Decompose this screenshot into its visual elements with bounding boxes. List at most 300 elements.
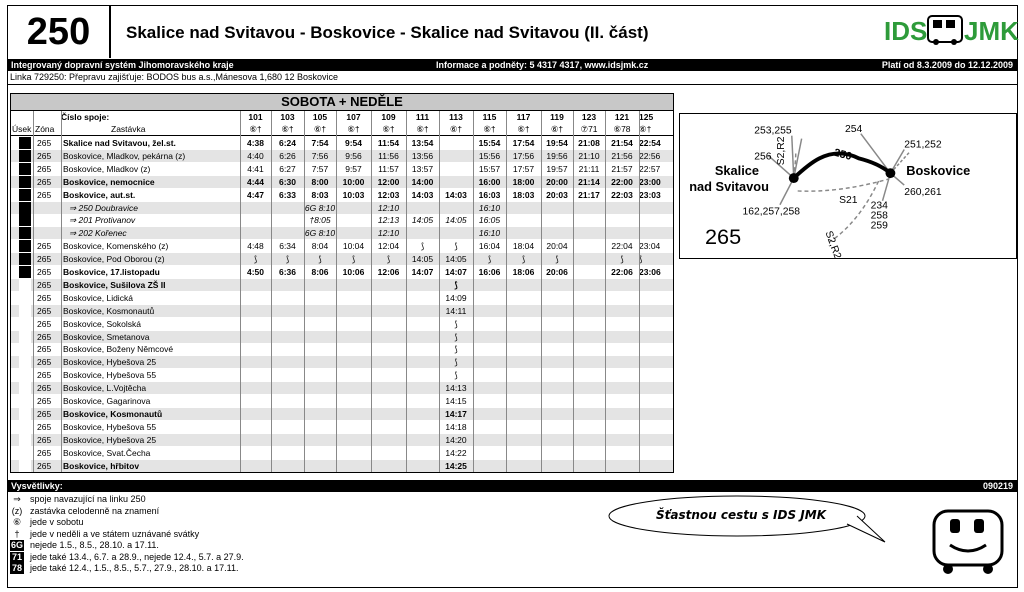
time-cell: 14:05 bbox=[411, 215, 434, 225]
time-cell bbox=[406, 421, 439, 433]
section-marker bbox=[19, 227, 31, 239]
time-cell bbox=[371, 447, 406, 459]
column-divider bbox=[371, 111, 372, 472]
time-cell: 17:57 bbox=[512, 164, 535, 174]
time-cell: 11:56 bbox=[378, 151, 399, 161]
time-cell bbox=[605, 214, 639, 226]
time-cell: ⟆ bbox=[620, 254, 624, 264]
time-cell bbox=[371, 408, 406, 420]
stop-name: Boskovice, Boženy Němcové bbox=[63, 344, 174, 354]
map-place-left: Skalice bbox=[714, 163, 760, 179]
time-cell: 7:54 bbox=[311, 138, 329, 148]
time-cell bbox=[573, 253, 605, 265]
time-cell bbox=[336, 447, 371, 459]
time-cell bbox=[271, 395, 304, 407]
time-cell bbox=[506, 460, 541, 472]
time-cell bbox=[541, 202, 573, 214]
trip-number: 121 bbox=[614, 112, 630, 122]
stop-name: Skalice nad Svitavou, žel.st. bbox=[63, 138, 176, 148]
time-cell: 22:03 bbox=[611, 190, 633, 200]
map-stop-label: S2,R2 bbox=[775, 136, 787, 166]
time-cell: 14:03 bbox=[411, 190, 434, 200]
time-cell bbox=[573, 305, 605, 317]
trip-number: 103 bbox=[280, 112, 295, 122]
legend-item bbox=[10, 529, 199, 540]
time-cell: 12:00 bbox=[377, 177, 400, 187]
time-cell bbox=[473, 292, 506, 304]
map-stop-label: 253,255 bbox=[754, 125, 792, 137]
time-cell bbox=[406, 343, 439, 355]
time-cell bbox=[406, 202, 439, 214]
section-marker bbox=[19, 382, 31, 394]
time-cell bbox=[573, 382, 605, 394]
time-cell: 22:06 bbox=[611, 267, 633, 277]
validity: Platí od 8.3.2009 do 12.12.2009 bbox=[881, 60, 1013, 70]
time-cell bbox=[541, 369, 573, 381]
system-name: Integrovaný dopravní systém Jihomoravského kraje bbox=[11, 60, 234, 70]
time-cell: 7:57 bbox=[311, 164, 329, 174]
stop-name: Boskovice, Smetanova bbox=[63, 332, 150, 342]
time-cell bbox=[304, 331, 336, 343]
time-cell: 16:10 bbox=[478, 228, 501, 238]
time-cell bbox=[271, 318, 304, 330]
column-divider bbox=[473, 111, 474, 472]
time-cell bbox=[605, 421, 639, 433]
time-cell: 16:06 bbox=[478, 267, 501, 277]
time-cell bbox=[605, 227, 639, 239]
time-cell bbox=[473, 305, 506, 317]
trip-number: 109 bbox=[381, 112, 396, 122]
section-marker bbox=[19, 150, 31, 162]
time-cell bbox=[473, 279, 506, 291]
time-cell bbox=[573, 434, 605, 446]
time-cell bbox=[506, 279, 541, 291]
time-cell: 18:00 bbox=[512, 177, 535, 187]
time-cell: 13:56 bbox=[411, 151, 434, 161]
time-cell bbox=[541, 447, 573, 459]
time-cell bbox=[271, 279, 304, 291]
column-divider bbox=[573, 111, 574, 472]
time-cell: 23:06 bbox=[639, 267, 661, 277]
legend-item bbox=[10, 552, 244, 563]
time-cell bbox=[371, 395, 406, 407]
time-cell bbox=[406, 382, 439, 394]
legend-code: 090219 bbox=[982, 481, 1013, 491]
time-cell bbox=[271, 356, 304, 368]
line-number: 250 bbox=[8, 6, 111, 58]
trip-symbol: ⑥† bbox=[639, 124, 652, 134]
legend-item bbox=[10, 540, 159, 551]
time-cell bbox=[240, 460, 271, 472]
time-cell: 6:30 bbox=[278, 177, 296, 187]
time-cell: 14:13 bbox=[445, 383, 467, 393]
time-cell bbox=[271, 434, 304, 446]
time-cell bbox=[240, 356, 271, 368]
trip-number: 107 bbox=[346, 112, 361, 122]
time-cell: 22:00 bbox=[611, 177, 633, 187]
time-cell bbox=[541, 227, 573, 239]
map-place-right: Boskovice bbox=[906, 163, 971, 179]
time-cell bbox=[271, 227, 304, 239]
time-cell: 11:54 bbox=[377, 138, 400, 148]
stop-name: Boskovice, Sokolská bbox=[63, 319, 141, 329]
time-cell bbox=[240, 292, 271, 304]
section-marker bbox=[19, 460, 31, 472]
time-cell bbox=[271, 202, 304, 214]
time-cell: 4:41 bbox=[247, 164, 264, 174]
legend-item bbox=[10, 506, 159, 517]
time-cell bbox=[371, 292, 406, 304]
time-cell: 4:50 bbox=[246, 267, 264, 277]
time-cell: 14:25 bbox=[445, 461, 467, 471]
time-cell: ⟆ bbox=[454, 332, 458, 342]
section-marker bbox=[19, 434, 31, 446]
time-cell bbox=[304, 382, 336, 394]
time-cell: 9:56 bbox=[345, 151, 362, 161]
time-cell bbox=[506, 227, 541, 239]
time-cell bbox=[336, 214, 371, 226]
time-cell bbox=[240, 434, 271, 446]
trip-symbol: ⑥† bbox=[281, 124, 294, 134]
time-cell: 19:54 bbox=[546, 138, 568, 148]
time-cell: 16:03 bbox=[478, 190, 501, 200]
time-cell bbox=[473, 331, 506, 343]
time-cell bbox=[336, 305, 371, 317]
time-cell bbox=[605, 343, 639, 355]
zone-cell: 265 bbox=[37, 435, 52, 445]
time-cell bbox=[541, 408, 573, 420]
time-cell: 15:54 bbox=[478, 138, 501, 148]
time-cell bbox=[304, 447, 336, 459]
time-cell bbox=[240, 214, 271, 226]
time-cell bbox=[406, 227, 439, 239]
time-cell bbox=[406, 369, 439, 381]
section-marker bbox=[19, 331, 31, 343]
time-cell: 16:10 bbox=[478, 203, 501, 213]
time-cell: 6:33 bbox=[278, 190, 296, 200]
time-cell: ⟆ bbox=[454, 370, 458, 380]
time-cell bbox=[541, 434, 573, 446]
time-cell bbox=[605, 279, 639, 291]
time-cell: 14:09 bbox=[445, 293, 467, 303]
time-cell: 7:56 bbox=[311, 151, 329, 161]
time-cell: ⟆ bbox=[454, 357, 458, 367]
zone-cell: 265 bbox=[37, 409, 52, 419]
trip-symbol: ⑥† bbox=[483, 124, 496, 134]
time-cell bbox=[406, 356, 439, 368]
stop-name: Boskovice, hřbitov bbox=[63, 461, 140, 471]
stop-name: Boskovice, Kosmonautů bbox=[63, 306, 155, 316]
time-cell bbox=[371, 382, 406, 394]
time-cell bbox=[506, 202, 541, 214]
time-cell bbox=[573, 292, 605, 304]
time-cell bbox=[304, 343, 336, 355]
time-cell: 14:11 bbox=[445, 306, 467, 316]
time-cell bbox=[371, 331, 406, 343]
zone-cell: 265 bbox=[37, 280, 52, 290]
section-marker bbox=[19, 137, 31, 149]
time-cell bbox=[240, 227, 271, 239]
trip-symbol: ⑥† bbox=[517, 124, 530, 134]
time-cell bbox=[240, 447, 271, 459]
time-cell bbox=[541, 305, 573, 317]
time-cell bbox=[304, 460, 336, 472]
time-cell bbox=[271, 382, 304, 394]
time-cell: 19:56 bbox=[546, 151, 568, 161]
time-cell: 21:17 bbox=[578, 190, 600, 200]
time-cell: 20:04 bbox=[546, 241, 568, 251]
time-cell bbox=[506, 318, 541, 330]
time-cell: 21:57 bbox=[611, 164, 633, 174]
time-cell bbox=[304, 421, 336, 433]
time-cell bbox=[271, 408, 304, 420]
time-cell bbox=[240, 369, 271, 381]
time-cell bbox=[573, 279, 605, 291]
time-cell: 13:54 bbox=[411, 138, 434, 148]
column-divider bbox=[336, 111, 337, 472]
time-cell bbox=[473, 395, 506, 407]
section-marker bbox=[19, 447, 31, 459]
ids-jmk-logo bbox=[884, 12, 1019, 46]
column-divider bbox=[61, 111, 62, 472]
time-cell bbox=[573, 227, 605, 239]
time-cell: ⟆ bbox=[386, 254, 391, 264]
time-cell bbox=[304, 356, 336, 368]
time-cell: ⟆ bbox=[487, 254, 492, 264]
divider bbox=[8, 84, 1017, 85]
stop-name: Boskovice, Svat.Čecha bbox=[63, 448, 151, 458]
time-cell bbox=[271, 292, 304, 304]
time-cell: 20:00 bbox=[546, 177, 568, 187]
logo-text-right: JMK bbox=[964, 16, 1019, 46]
zone-cell: 265 bbox=[37, 190, 52, 200]
time-cell: 14:20 bbox=[445, 435, 467, 445]
time-cell bbox=[371, 305, 406, 317]
time-cell bbox=[240, 331, 271, 343]
time-cell bbox=[304, 408, 336, 420]
time-cell bbox=[473, 447, 506, 459]
time-cell bbox=[304, 369, 336, 381]
time-cell bbox=[304, 434, 336, 446]
time-cell: 6:36 bbox=[278, 267, 296, 277]
stop-name: Boskovice, Hybešova 25 bbox=[63, 357, 157, 367]
time-cell bbox=[336, 369, 371, 381]
time-cell bbox=[240, 382, 271, 394]
time-cell bbox=[336, 434, 371, 446]
time-cell: 14:17 bbox=[445, 409, 467, 419]
time-cell bbox=[605, 202, 639, 214]
time-cell bbox=[336, 279, 371, 291]
time-cell bbox=[406, 331, 439, 343]
stop-name: ⇒ 202 Kořenec bbox=[69, 228, 127, 238]
time-cell bbox=[605, 369, 639, 381]
zone-label: Zóna bbox=[35, 124, 55, 134]
time-cell: 13:57 bbox=[411, 164, 434, 174]
time-cell: 4:48 bbox=[247, 241, 264, 251]
slogan: Šťastnou cestu s IDS JMK bbox=[656, 508, 826, 522]
trip-symbol: ⑥† bbox=[550, 124, 564, 134]
time-cell bbox=[336, 395, 371, 407]
time-cell: 16:04 bbox=[478, 241, 501, 251]
section-marker bbox=[19, 356, 31, 368]
time-cell bbox=[473, 356, 506, 368]
time-cell bbox=[336, 408, 371, 420]
time-cell bbox=[406, 292, 439, 304]
map-stop-label: 258 bbox=[870, 210, 888, 222]
time-cell bbox=[336, 331, 371, 343]
time-cell bbox=[271, 460, 304, 472]
zone-cell: 265 bbox=[37, 241, 52, 251]
time-cell bbox=[336, 318, 371, 330]
time-cell: ⟆ bbox=[521, 254, 526, 264]
time-cell bbox=[240, 408, 271, 420]
time-cell: 6:27 bbox=[279, 164, 296, 174]
time-cell: 11:57 bbox=[378, 164, 399, 174]
time-cell: 4:38 bbox=[246, 138, 264, 148]
time-cell: 4:47 bbox=[246, 190, 264, 200]
time-cell bbox=[573, 266, 605, 278]
column-divider bbox=[304, 111, 305, 472]
section-marker bbox=[19, 202, 31, 214]
time-cell: 21:08 bbox=[578, 138, 600, 148]
section-marker bbox=[19, 163, 31, 175]
map-stop-label: S2,R2 bbox=[822, 229, 843, 261]
time-cell: 22:04 bbox=[611, 241, 633, 251]
section-label: Úsek bbox=[12, 124, 32, 134]
section-marker bbox=[19, 189, 31, 201]
time-cell: 23:03 bbox=[639, 190, 661, 200]
zone-cell: 265 bbox=[37, 254, 52, 264]
map-zone: 265 bbox=[704, 224, 742, 250]
time-cell bbox=[240, 305, 271, 317]
stop-name: Boskovice, L.Vojtěcha bbox=[63, 383, 147, 393]
time-cell bbox=[371, 343, 406, 355]
time-cell: 4:44 bbox=[246, 177, 264, 187]
time-cell bbox=[406, 395, 439, 407]
section-marker bbox=[19, 318, 31, 330]
time-cell bbox=[473, 318, 506, 330]
legend-item bbox=[10, 517, 84, 528]
time-cell bbox=[336, 421, 371, 433]
legend-bar bbox=[8, 480, 1017, 492]
time-cell bbox=[473, 434, 506, 446]
time-cell bbox=[573, 447, 605, 459]
time-cell bbox=[371, 318, 406, 330]
time-cell: 14:05 bbox=[445, 215, 467, 225]
stop-label: Zastávka bbox=[111, 124, 146, 134]
time-cell bbox=[336, 292, 371, 304]
zone-cell: 265 bbox=[37, 422, 52, 432]
section-marker bbox=[19, 266, 31, 278]
logo-text-left: IDS bbox=[884, 16, 928, 46]
trip-number: 101 bbox=[248, 112, 263, 122]
time-cell bbox=[506, 434, 541, 446]
time-cell bbox=[439, 137, 473, 149]
time-cell bbox=[240, 395, 271, 407]
zone-cell: 265 bbox=[37, 319, 52, 329]
time-cell: ⟆ bbox=[555, 254, 559, 264]
time-cell: 21:11 bbox=[578, 164, 600, 174]
time-cell bbox=[506, 305, 541, 317]
time-cell bbox=[541, 382, 573, 394]
stop-name: Boskovice, Hybešova 55 bbox=[63, 422, 157, 432]
time-cell bbox=[240, 318, 271, 330]
time-cell bbox=[271, 214, 304, 226]
time-cell bbox=[573, 343, 605, 355]
time-cell: 14:05 bbox=[445, 254, 467, 264]
time-cell: ⟆ bbox=[351, 254, 356, 264]
section-marker bbox=[19, 305, 31, 317]
time-cell: 12:13 bbox=[377, 215, 400, 225]
section-marker bbox=[19, 253, 31, 265]
time-cell bbox=[605, 331, 639, 343]
zone-cell: 265 bbox=[37, 138, 52, 148]
time-cell: 8:00 bbox=[311, 177, 329, 187]
column-divider bbox=[240, 111, 241, 472]
time-cell: ⟆ bbox=[454, 280, 458, 290]
trip-symbol: ⑥† bbox=[449, 124, 463, 134]
time-cell bbox=[473, 382, 506, 394]
time-cell: 15:56 bbox=[478, 151, 501, 161]
carrier-info: Linka 729250: Přepravu zajišťuje: BODOS bus a.s.,Mánesova 1,680 12 Boskovice bbox=[10, 72, 339, 82]
legend-item bbox=[10, 494, 146, 505]
time-cell: 16:00 bbox=[478, 177, 501, 187]
legend-text: jede také 13.4., 6.7. a 28.9., nejede 12.4., 5.7. a 27.9. bbox=[30, 551, 244, 562]
time-cell: 6:34 bbox=[279, 241, 296, 251]
time-cell bbox=[605, 382, 639, 394]
time-cell bbox=[541, 395, 573, 407]
trip-symbol: ⑥† bbox=[416, 124, 429, 134]
time-cell: 20:06 bbox=[546, 267, 568, 277]
time-cell bbox=[336, 460, 371, 472]
time-cell: 6:24 bbox=[278, 138, 296, 148]
trip-number-label: Číslo spoje: bbox=[61, 112, 110, 122]
time-cell bbox=[271, 421, 304, 433]
section-marker bbox=[19, 214, 31, 226]
time-cell bbox=[573, 240, 605, 252]
time-cell bbox=[371, 434, 406, 446]
time-cell bbox=[271, 331, 304, 343]
legend-text: jede v neděli a ve státem uznávané svátky bbox=[30, 528, 200, 539]
time-cell bbox=[605, 305, 639, 317]
time-cell bbox=[240, 421, 271, 433]
column-divider bbox=[406, 111, 407, 472]
time-cell: 14:03 bbox=[445, 190, 467, 200]
time-cell bbox=[573, 318, 605, 330]
map-stop-label: 162,257,258 bbox=[742, 206, 800, 218]
section-marker bbox=[19, 292, 31, 304]
trip-number: 111 bbox=[415, 112, 430, 122]
time-cell bbox=[406, 408, 439, 420]
time-cell: 14:05 bbox=[411, 254, 434, 264]
legend-text: zastávka celodenně na znamení bbox=[30, 505, 160, 516]
time-cell bbox=[406, 434, 439, 446]
time-cell: ⟆ bbox=[454, 319, 458, 329]
time-cell bbox=[541, 292, 573, 304]
time-cell bbox=[541, 421, 573, 433]
time-cell bbox=[406, 318, 439, 330]
time-cell: ⟆ bbox=[318, 254, 322, 264]
map-stop-label: S21 bbox=[839, 194, 858, 206]
stop-name: Boskovice, Mladkov, pekárna (z) bbox=[63, 151, 186, 161]
time-cell: 18:03 bbox=[512, 190, 535, 200]
time-cell bbox=[506, 214, 541, 226]
trip-number: 119 bbox=[550, 112, 564, 122]
page-title: Skalice nad Svitavou - Boskovice - Skalice nad Svitavou (II. část) bbox=[126, 23, 649, 42]
time-cell bbox=[271, 305, 304, 317]
time-cell: 21:54 bbox=[611, 138, 633, 148]
time-cell bbox=[406, 447, 439, 459]
